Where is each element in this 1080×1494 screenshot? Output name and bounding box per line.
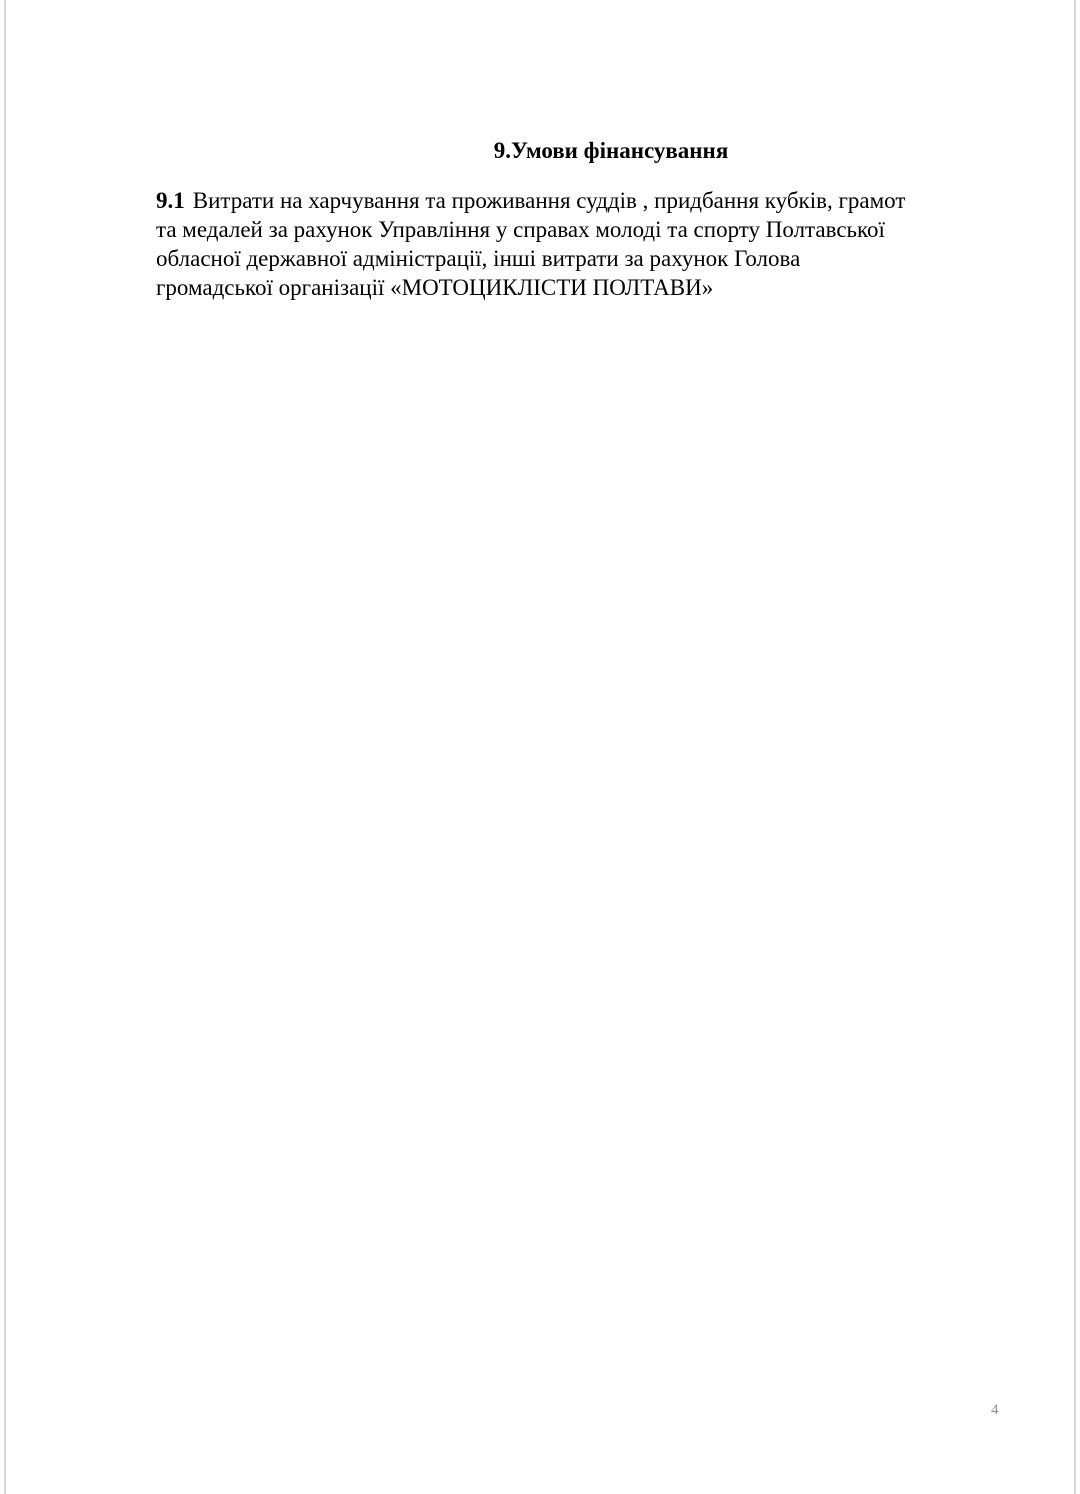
document-page bbox=[6, 0, 1074, 1494]
paragraph-line-4: громадської організації «МОТОЦИКЛІСТИ ПОЛТАВИ» bbox=[156, 275, 714, 300]
page-number: 4 bbox=[991, 1402, 999, 1418]
paragraph-number: 9.1 bbox=[156, 188, 185, 213]
paragraph-9-1 bbox=[156, 186, 1016, 302]
paragraph-line-3: обласної державної адміністрації, інші витрати за рахунок Голова bbox=[156, 246, 801, 271]
paragraph-line-1-text: Витрати на харчування та проживання суддів , придбання кубків, грамот bbox=[192, 188, 906, 213]
paragraph-line-2: та медалей за рахунок Управління у справах молоді та спорту Полтавської bbox=[156, 217, 885, 242]
section-heading: 9.Умови фінансування bbox=[493, 138, 729, 163]
page-right-border bbox=[1074, 0, 1076, 1494]
paragraph-line-1 bbox=[156, 186, 1016, 215]
